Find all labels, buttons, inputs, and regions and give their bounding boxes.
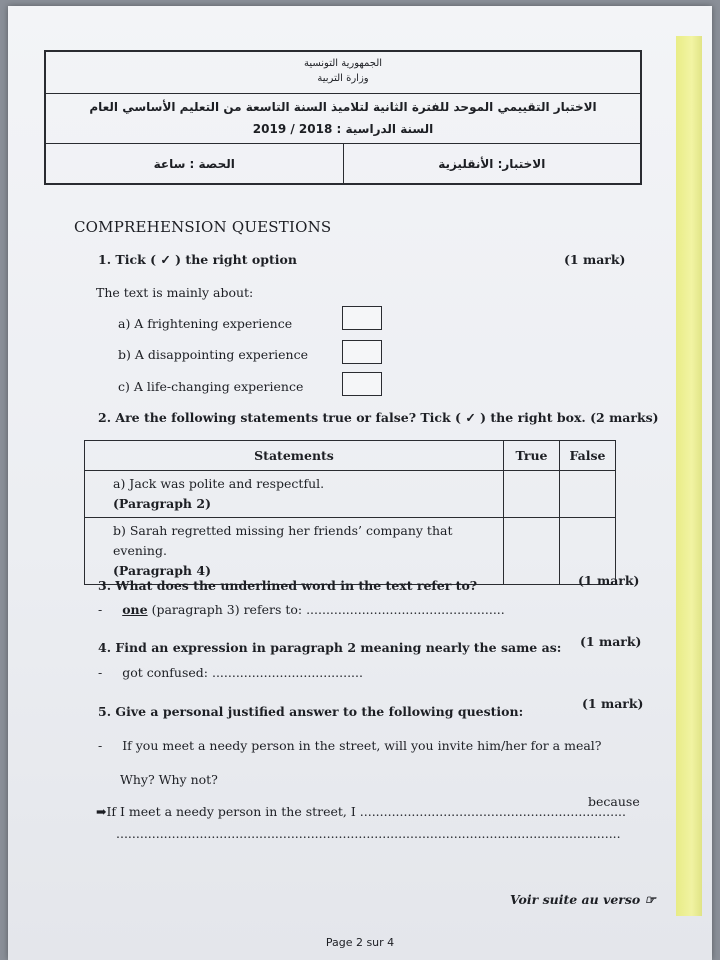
q1-option-b: b) A disappointing experience [118,347,309,362]
statement-a-text: a) Jack was polite and respectful. [113,476,325,491]
table-row [85,471,616,518]
statement-b-true-box[interactable] [504,518,560,585]
statement-a [85,471,504,518]
q1-prompt: 1. Tick ( ✓ ) the right option [98,252,297,267]
q5-question [98,738,602,753]
statement-a-false-box[interactable] [560,471,616,518]
q1-stem: The text is mainly about: [96,285,254,300]
header-subject-row [46,144,640,183]
q5-followup: Why? Why not? [120,772,218,787]
q3-mark: (1 mark) [578,573,640,588]
q4-answer-line[interactable] [98,665,363,680]
q5-mark: (1 mark) [582,696,644,711]
ministry-label: وزارة التربية [317,73,369,84]
school-year: السنة الدراسية : 2018 / 2019 [252,122,434,136]
yellow-paper-strip [676,36,702,916]
q2-prompt: 2. Are the following statements true or false? Tick ( ✓ ) the right box. (2 marks) [98,410,659,425]
q5-because: because [588,794,640,809]
q3-prompt: 3. What does the underlined word in the text refer to? [98,578,478,593]
statement-b-paragraph: (Paragraph 4) [113,563,211,578]
subject-label: الاختبار: الأنقليزية [438,156,546,171]
header-title-row [46,94,640,144]
false-header: False [560,441,616,471]
q1-checkbox-c[interactable] [342,372,382,396]
q5-question-text: If you meet a needy person in the street, will you invite him/her for a meal? [122,738,602,753]
q4-dash: - [98,665,103,680]
q3-dash: - [98,602,103,617]
q1-checkbox-a[interactable] [342,306,382,330]
statements-header: Statements [85,441,504,471]
statement-a-paragraph: (Paragraph 2) [113,496,211,511]
statement-b [85,518,504,585]
q4-line: got confused: ...................................... [122,665,363,680]
true-false-table [84,440,616,585]
exam-title: الاختبار التقييمي الموحد للفترة الثانية لتلاميذ السنة التاسعة من التعليم الأساسي العام [89,100,597,114]
q5-dash: - [98,738,103,753]
table-row [85,518,616,585]
page-number: Page 2 sur 4 [325,936,395,949]
q1-option-a: a) A frightening experience [118,316,293,331]
q1-option-c: c) A life-changing experience [118,379,304,394]
q5-answer-text: If I meet a needy person in the street, I ................................................................... [106,804,626,819]
header-authority [46,52,640,94]
continue-on-back-note: Voir suite au verso ☞ [510,892,656,907]
statement-a-true-box[interactable] [504,471,560,518]
duration-label: الحصة : ساعة [46,144,344,183]
arrow-right-icon: ➡ [96,804,107,819]
republic-label: الجمهورية التونسية [303,58,383,69]
q1-checkbox-b[interactable] [342,340,382,364]
q4-prompt: 4. Find an expression in paragraph 2 meaning nearly the same as: [98,640,562,655]
exam-header [44,50,642,185]
statement-b-text: b) Sarah regretted missing her friends’ company that evening. [113,523,453,558]
underlined-word: one [122,602,148,617]
q5-answer-start[interactable] [96,804,626,819]
q5-prompt: 5. Give a personal justified answer to the following question: [98,704,524,719]
section-title: COMPREHENSION QUESTIONS [74,218,332,236]
q1-mark: (1 mark) [564,252,626,267]
true-header: True [504,441,560,471]
table-header-row [85,441,616,471]
q4-mark: (1 mark) [580,634,642,649]
q5-answer-line[interactable]: ............................................................................................................................... [116,826,621,841]
q3-rest: (paragraph 3) refers to: .................................................. [147,602,505,617]
q3-answer-line[interactable] [98,602,505,617]
